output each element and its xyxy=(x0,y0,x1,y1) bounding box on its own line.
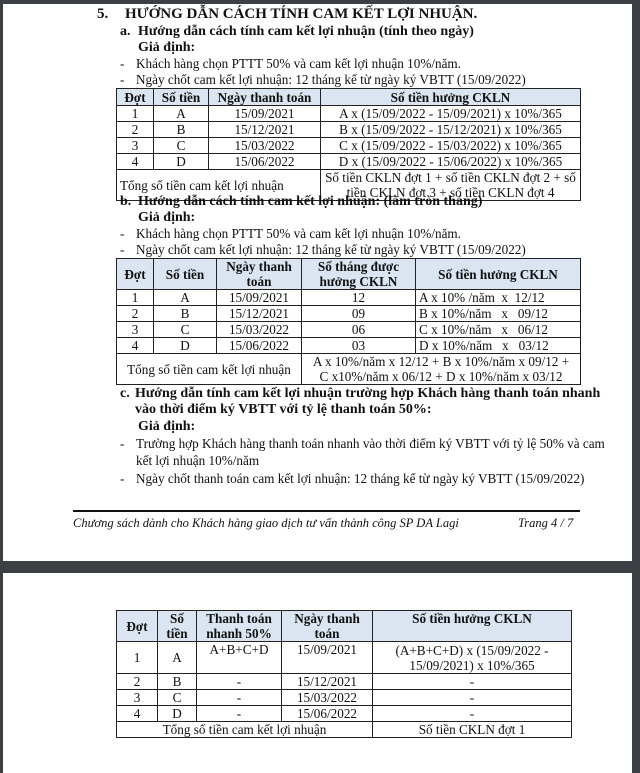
total-label: Tổng số tiền cam kết lợi nhuận xyxy=(117,170,321,201)
cell-ngay: 15/06/2022 xyxy=(217,338,302,354)
cell-so-thang: 09 xyxy=(302,306,416,322)
cell-ngay: 15/09/2021 xyxy=(209,106,321,122)
cell-so-thang: 12 xyxy=(302,290,416,306)
cell-thanh-toan-nhanh: A+B+C+D xyxy=(197,642,282,674)
cell-thanh-toan-nhanh: - xyxy=(197,690,282,706)
bullet-marker: - xyxy=(120,471,125,486)
cell-dot: 4 xyxy=(117,338,154,354)
cell-ngay: 15/12/2021 xyxy=(217,306,302,322)
bullet-marker: - xyxy=(120,242,125,257)
cell-dot: 1 xyxy=(117,106,154,122)
part-a-label: a. xyxy=(120,24,131,39)
table-row xyxy=(117,322,581,338)
cell-ngay: 15/06/2022 xyxy=(209,154,321,170)
cell-ckln: A x (15/09/2022 - 15/09/2021) x 10%/365 xyxy=(321,106,581,122)
cell-ngay: 15/12/2021 xyxy=(209,122,321,138)
cell-dot: 2 xyxy=(117,122,154,138)
col-header-ngay-thanh-toan: Ngày thanh toán xyxy=(209,89,321,106)
document-page-5 xyxy=(3,573,632,773)
cell-so-tien: D xyxy=(158,706,197,722)
cell-ckln: B x (15/09/2022 - 15/12/2021) x 10%/365 xyxy=(321,122,581,138)
section-number: 5. xyxy=(97,6,109,22)
total-value xyxy=(302,354,581,385)
part-a-title: Hướng dẫn cách tính cam kết lợi nhuận (tính theo ngày) xyxy=(138,24,474,39)
cell-ckln: C x (15/09/2022 - 15/03/2022) x 10%/365 xyxy=(321,138,581,154)
table-part-b xyxy=(116,258,581,385)
total-value-line-2: tiền CKLN đợt 3 + số tiền CKLN đợt 4 xyxy=(346,185,555,200)
cell-so-tien: B xyxy=(154,306,217,322)
cell-ckln-line-1: (A+B+C+D) x (15/09/2022 - xyxy=(395,642,549,658)
table-row xyxy=(117,138,581,154)
cell-so-tien: B xyxy=(158,674,197,690)
cell-so-tien: A xyxy=(154,290,217,306)
bullet-marker: - xyxy=(120,226,125,241)
cell-ngay: 15/12/2021 xyxy=(282,674,373,690)
cell-dot: 1 xyxy=(117,642,158,674)
cell-so-tien: C xyxy=(154,322,217,338)
cell-so-tien: C xyxy=(154,138,209,154)
table-row xyxy=(117,290,581,306)
cell-dot: 3 xyxy=(117,138,154,154)
cell-ngay: 15/03/2022 xyxy=(209,138,321,154)
part-b-assumption-label: Giả định: xyxy=(138,210,196,225)
table-row xyxy=(117,690,572,706)
col-header-so-tien: Số tiền xyxy=(154,89,209,106)
table-row xyxy=(117,306,581,322)
total-value: Số tiền CKLN đợt 1 xyxy=(373,722,572,738)
cell-ckln: D x (15/09/2022 - 15/06/2022) x 10%/365 xyxy=(321,154,581,170)
part-c-label: c. xyxy=(120,386,130,401)
part-c-assumption-label: Giả định: xyxy=(138,419,196,434)
cell-dot: 2 xyxy=(117,674,158,690)
table-row xyxy=(117,338,581,354)
cell-ckln xyxy=(373,642,572,674)
total-value-line-2: C x10%/năm x 06/12 + D x 10%/năm x 03/12 xyxy=(319,369,563,384)
cell-ckln: D x 10%/năm x 03/12 xyxy=(416,338,581,354)
cell-ckln: C x 10%/năm x 06/12 xyxy=(416,322,581,338)
total-value-line-1: Số tiền CKLN đợt 1 + số tiền CKLN đợt 2 + số xyxy=(325,170,576,185)
cell-ngay: 15/09/2021 xyxy=(282,642,373,674)
cell-so-tien: D xyxy=(154,338,217,354)
cell-ckln-line-2: 15/09/2021) x 10%/365 xyxy=(409,657,535,673)
col-header-so-thang: Số tháng được hưởng CKLN xyxy=(302,259,416,290)
cell-dot: 4 xyxy=(117,154,154,170)
cell-ngay: 15/03/2022 xyxy=(282,690,373,706)
table-part-c xyxy=(116,610,572,738)
cell-dot: 1 xyxy=(117,290,154,306)
part-a-bullet-2: Ngày chốt cam kết lợi nhuận: 12 tháng kể từ ngày ký VBTT (15/09/2022) xyxy=(136,72,526,87)
part-c-bullet-2: Ngày chốt thanh toán cam kết lợi nhuận: 12 tháng kể từ ngày ký VBTT (15/09/2022) xyxy=(136,471,585,486)
cell-so-tien: A xyxy=(154,106,209,122)
cell-ngay: 15/06/2022 xyxy=(282,706,373,722)
part-c-title-line-1: Hướng dẫn tính cam kết lợi nhuận trường hợp Khách hàng thanh toán nhanh xyxy=(135,386,601,401)
part-b-bullet-2: Ngày chốt cam kết lợi nhuận: 12 tháng kể từ ngày ký VBTT (15/09/2022) xyxy=(136,242,526,257)
col-header-ngay-thanh-toan: Ngày thanh toán xyxy=(217,259,302,290)
cell-thanh-toan-nhanh: - xyxy=(197,706,282,722)
document-page-4 xyxy=(3,4,632,561)
table-row xyxy=(117,642,572,674)
col-header-so-tien-huong-ckln: Số tiền hưởng CKLN xyxy=(321,89,581,106)
cell-dot: 2 xyxy=(117,306,154,322)
cell-dot: 3 xyxy=(117,322,154,338)
bullet-marker: - xyxy=(120,56,125,71)
table-row xyxy=(117,674,572,690)
part-b-title: Hướng dẫn cách tính cam kết lợi nhuận: (làm tròn tháng) xyxy=(138,194,483,209)
cell-thanh-toan-nhanh: - xyxy=(197,674,282,690)
part-a-bullet-1: Khách hàng chọn PTTT 50% và cam kết lợi nhuận 10%/năm. xyxy=(136,56,461,71)
col-header-dot: Đợt xyxy=(117,259,154,290)
col-header-so-tien-huong-ckln: Số tiền hưởng CKLN xyxy=(416,259,581,290)
part-c-bullet-1-line-2: kết lợi nhuận 10%/năm xyxy=(136,453,260,468)
bullet-marker: - xyxy=(120,72,125,87)
col-header-so-tien: Số tiền xyxy=(154,259,217,290)
part-c-title-line-2: vào thời điểm ký VBTT với tỷ lệ thanh toán 50%: xyxy=(135,402,432,417)
cell-ckln: B x 10%/năm x 09/12 xyxy=(416,306,581,322)
cell-so-tien: C xyxy=(158,690,197,706)
part-b-label: b. xyxy=(120,194,132,209)
cell-so-thang: 06 xyxy=(302,322,416,338)
table-row xyxy=(117,706,572,722)
table-total-row xyxy=(117,354,581,385)
table-row xyxy=(117,122,581,138)
cell-ckln: - xyxy=(373,706,572,722)
col-header-dot: Đợt xyxy=(117,89,154,106)
cell-ckln: - xyxy=(373,690,572,706)
bullet-marker: - xyxy=(120,436,125,451)
part-c-bullet-1-line-1: Trường hợp Khách hàng thanh toán nhanh vào thời điểm ký VBTT với tỷ lệ 50% và cam xyxy=(136,436,605,451)
cell-so-tien: A xyxy=(158,642,197,674)
cell-ngay: 15/03/2022 xyxy=(217,322,302,338)
table-row xyxy=(117,154,581,170)
cell-ckln: - xyxy=(373,674,572,690)
cell-dot: 4 xyxy=(117,706,158,722)
cell-so-tien: B xyxy=(154,122,209,138)
col-header-dot: Đợt xyxy=(117,611,158,642)
table-total-row xyxy=(117,722,572,738)
cell-so-thang: 03 xyxy=(302,338,416,354)
col-header-so-tien-huong-ckln: Số tiền hưởng CKLN xyxy=(373,611,572,642)
table-row xyxy=(117,106,581,122)
footer-divider xyxy=(73,510,580,512)
cell-ngay: 15/09/2021 xyxy=(217,290,302,306)
table-part-a xyxy=(116,88,581,201)
cell-ckln: A x 10% /năm x 12/12 xyxy=(416,290,581,306)
total-label: Tổng số tiền cam kết lợi nhuận xyxy=(117,722,373,738)
col-header-ngay-thanh-toan: Ngày thanh toán xyxy=(282,611,373,642)
total-value-line-1: A x 10%/năm x 12/12 + B x 10%/năm x 09/12 + xyxy=(312,354,570,369)
cell-dot: 3 xyxy=(117,690,158,706)
total-label: Tổng số tiền cam kết lợi nhuận xyxy=(117,354,302,385)
part-a-assumption-label: Giả định: xyxy=(138,40,196,55)
cell-so-tien: D xyxy=(154,154,209,170)
footer-page-number: Trang 4 / 7 xyxy=(518,516,574,530)
footer-title: Chương sách dành cho Khách hàng giao dịch tư vấn thành công SP DA Lagi xyxy=(73,516,459,530)
col-header-so-tien: Số tiền xyxy=(158,611,197,642)
col-header-thanh-toan-nhanh: Thanh toán nhanh 50% xyxy=(197,611,282,642)
section-title: HƯỚNG DẪN CÁCH TÍNH CAM KẾT LỢI NHUẬN. xyxy=(125,6,478,22)
part-b-bullet-1: Khách hàng chọn PTTT 50% và cam kết lợi nhuận 10%/năm. xyxy=(136,226,461,241)
